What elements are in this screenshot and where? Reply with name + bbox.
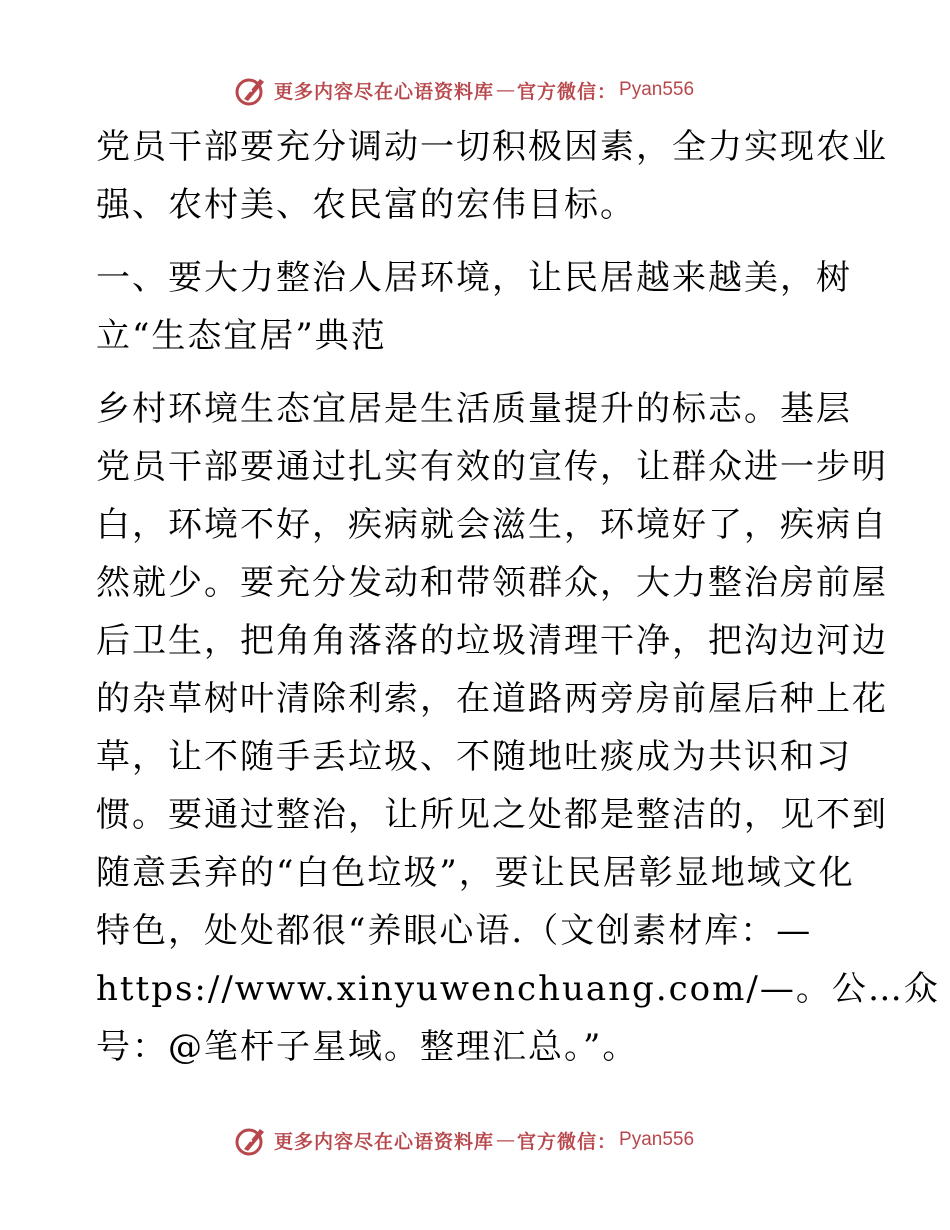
text-line: 然就少。要充分发动和带领群众，大力整治房前屋 <box>96 563 888 603</box>
footer-watermark-banner <box>234 1122 694 1158</box>
banner-wechat-label: 官方微信： <box>517 1130 618 1153</box>
text-line: 党员干部要通过扎实有效的宣传，让群众进一步明 <box>96 447 888 487</box>
text-line: 惯。要通过整治，让所见之处都是整洁的，见不到 <box>96 795 888 835</box>
text-line: 强、农村美、农民富的宏伟目标。 <box>96 185 636 225</box>
text-line: 号：@笔杆子星域。整理汇总。”。 <box>96 1027 639 1067</box>
text-line: 白，环境不好，疾病就会滋生，环境好了，疾病自 <box>96 505 888 545</box>
banner-site-text: 更多内容尽在心语资料库 <box>274 80 495 103</box>
paragraph <box>96 118 888 234</box>
banner-dash: — <box>496 79 516 101</box>
banner-wechat-id: Pyan556 <box>619 79 695 100</box>
document-body <box>96 118 940 1076</box>
text-line: 一、要大力整治人居环境，让民居越来越美，树 <box>96 258 852 298</box>
text-line: https://www.xinyuwenchuang.com/—。公…众 <box>96 969 940 1009</box>
banner-site-text: 更多内容尽在心语资料库 <box>274 1130 495 1153</box>
quill-pen-logo-icon <box>234 73 268 107</box>
paragraph <box>96 380 940 1076</box>
quill-pen-logo-icon <box>234 1123 268 1157</box>
text-line: 立“生态宜居”典范 <box>96 316 387 356</box>
text-line: 随意丢弃的“白色垃圾”，要让民居彰显地域文化 <box>96 853 855 893</box>
text-line: 乡村环境生态宜居是生活质量提升的标志。基层 <box>96 389 852 429</box>
text-line: 草，让不随手丢垃圾、不随地吐痰成为共识和习 <box>96 737 852 777</box>
text-line: 党员干部要充分调动一切积极因素，全力实现农业 <box>96 127 888 167</box>
text-line: 特色，处处都很“养眼心语.（文创素材库：— <box>96 911 813 951</box>
text-line: 后卫生，把角角落落的垃圾清理干净，把沟边河边 <box>96 621 888 661</box>
header-watermark-banner <box>234 72 694 108</box>
banner-wechat-id: Pyan556 <box>619 1129 695 1150</box>
text-line: 的杂草树叶清除利索，在道路两旁房前屋后种上花 <box>96 679 888 719</box>
banner-wechat-label: 官方微信： <box>517 80 618 103</box>
banner-dash: — <box>496 1129 516 1151</box>
section-heading <box>96 249 856 365</box>
